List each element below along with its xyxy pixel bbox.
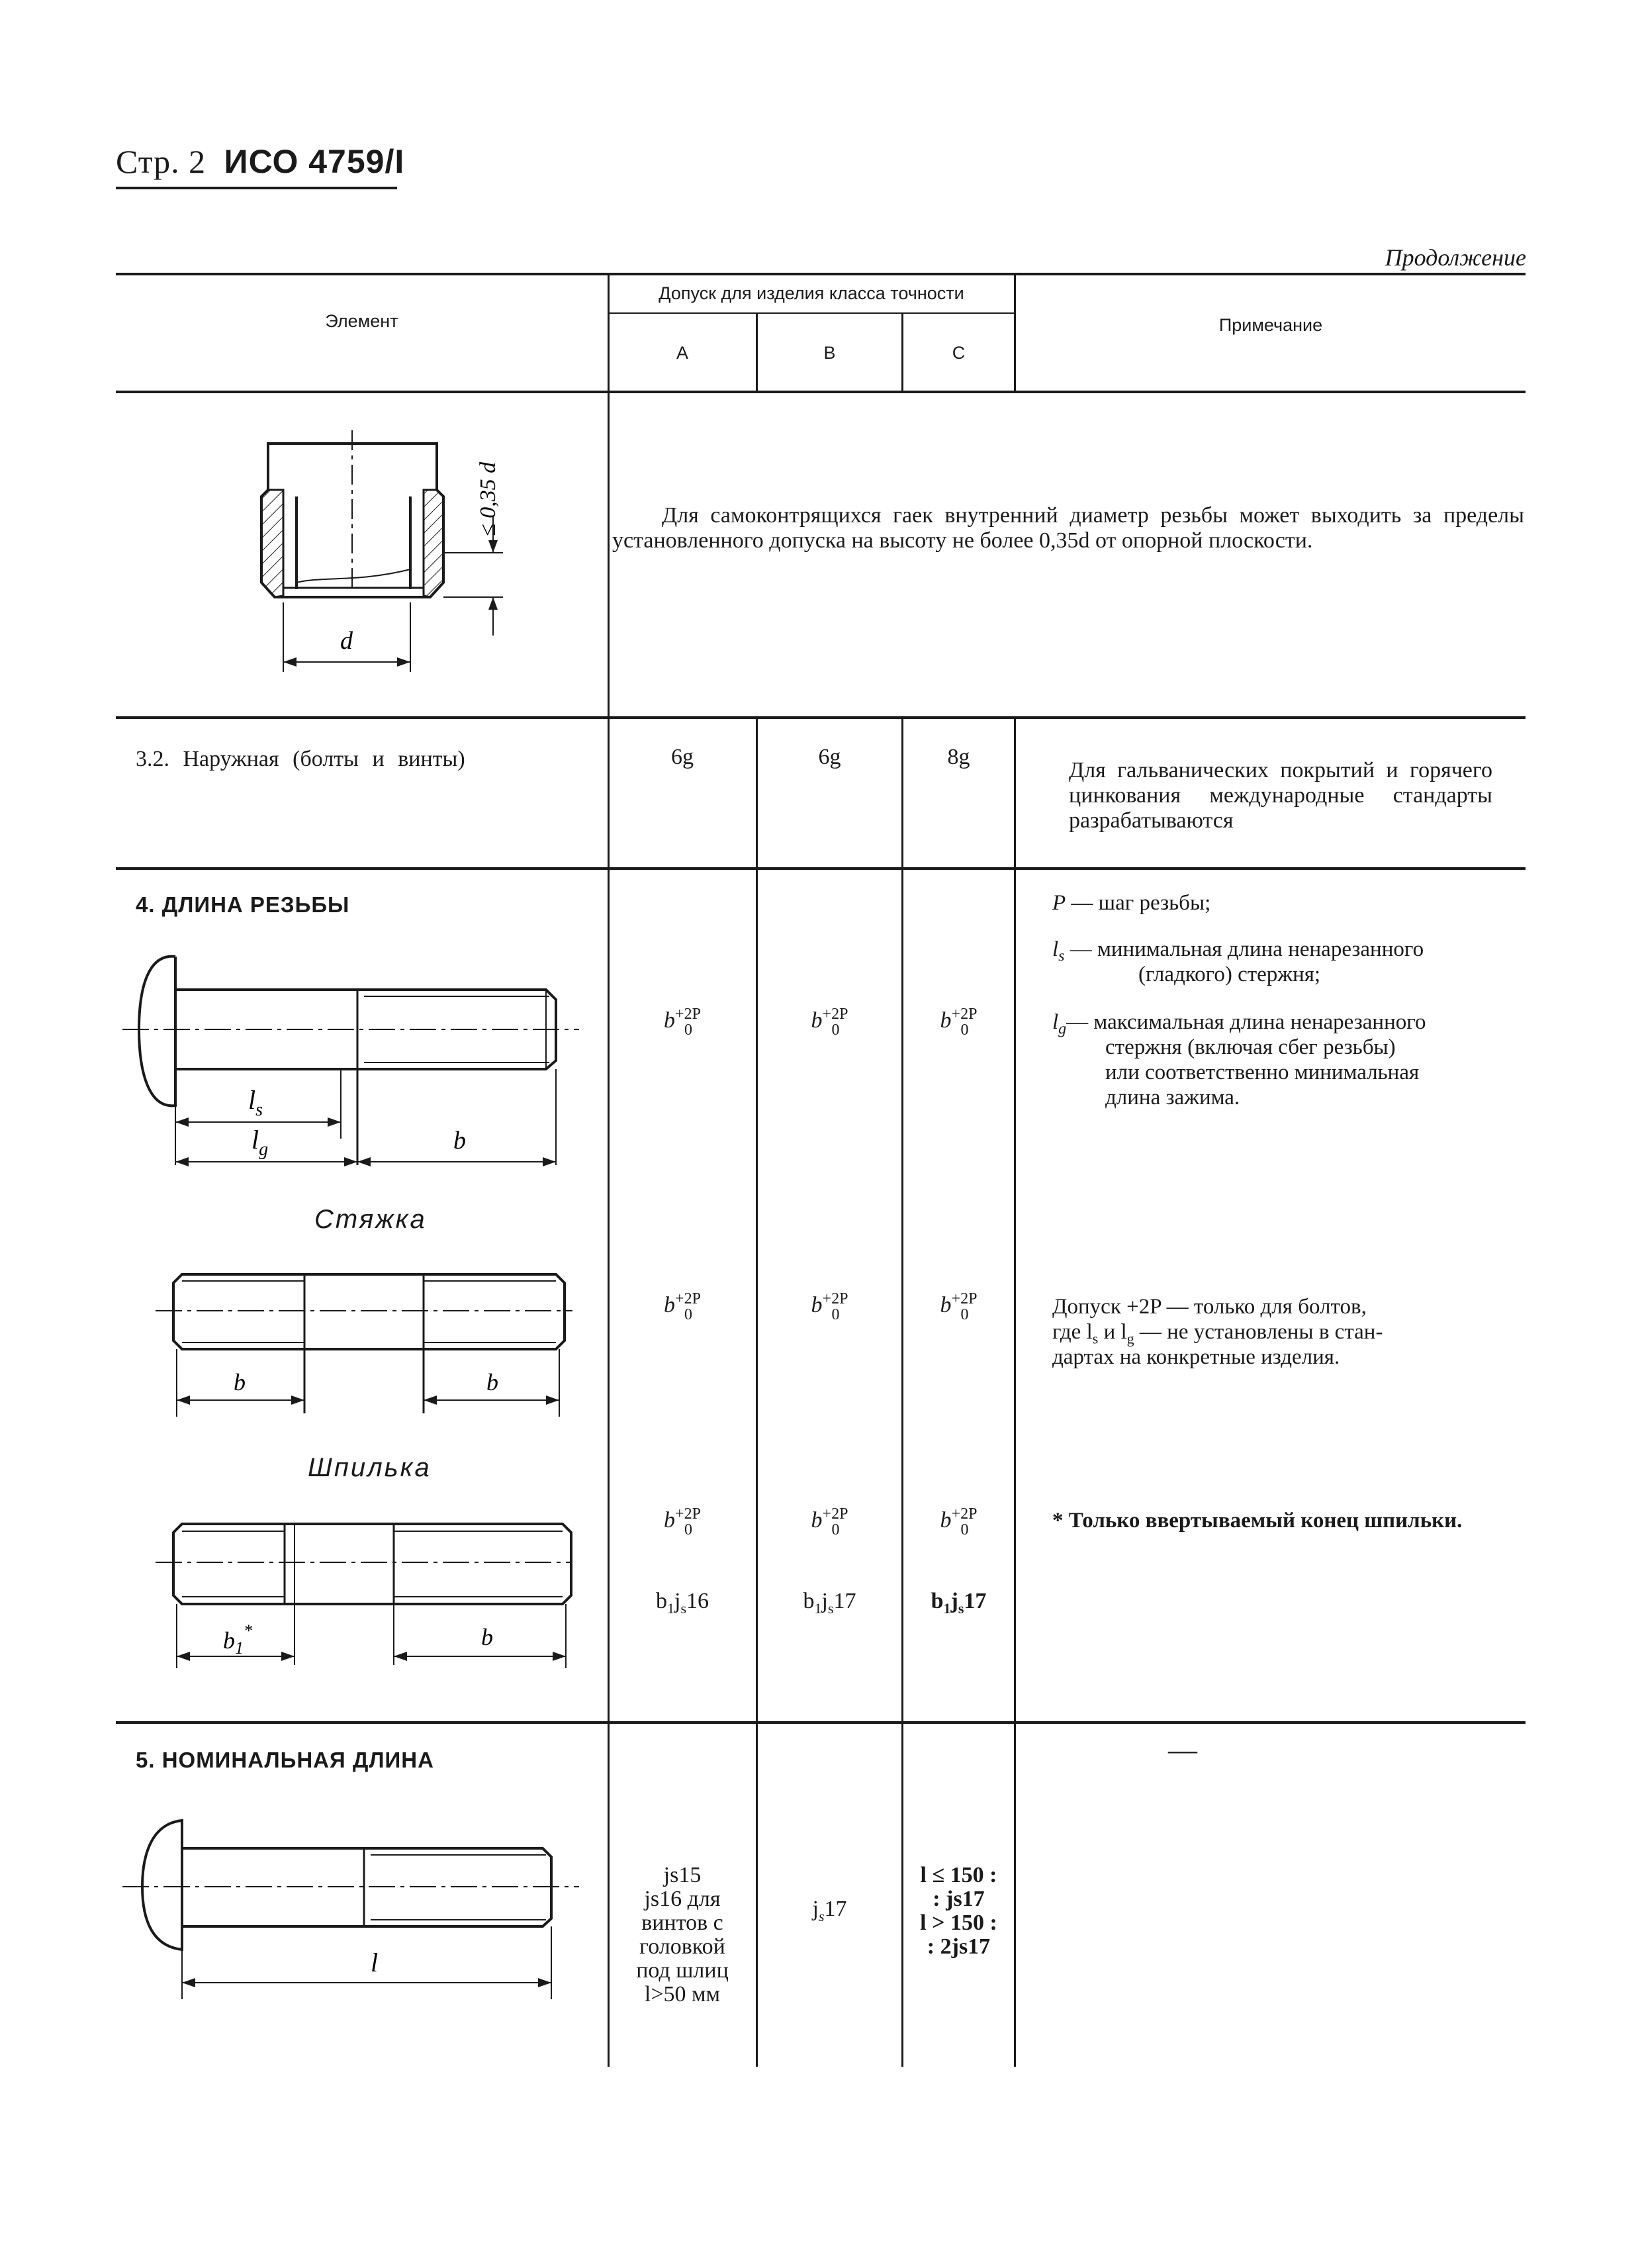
page-header (116, 142, 404, 181)
row-ext-bottom-rule (116, 867, 1526, 870)
stud-b1-sup: * (244, 1621, 252, 1640)
screw-drawing (122, 1807, 586, 2006)
caption-tie: Стяжка (314, 1205, 427, 1234)
external-b: 6g (818, 745, 841, 769)
header-underline (116, 187, 397, 189)
external-c: 8g (947, 745, 970, 769)
section5-a-line: головкой (639, 1934, 725, 1959)
page-label: Стр. 2 (116, 143, 206, 180)
col-divider-element (608, 273, 610, 2067)
tolerance-cell: b +2P 0 (811, 1006, 848, 1039)
section5-c-line: : js17 (933, 1887, 985, 1911)
svg-text:b1* (223, 1621, 252, 1658)
svg-text:lg (251, 1125, 268, 1160)
tolerance-cell: b +2P 0 (664, 1505, 701, 1538)
header-tolerance-group: Допуск для изделия класса точности (659, 283, 964, 303)
lg-label: l (251, 1125, 259, 1155)
section5-c (903, 1864, 1014, 1959)
stud-js-c: $b_1j_s17$ (931, 1589, 987, 1617)
tie-drawing (156, 1258, 579, 1423)
note-tol-3: дартах на конкретные изделия. (1052, 1345, 1340, 1369)
stud-b1-label: b (223, 1627, 235, 1654)
bolt-drawing (122, 947, 586, 1185)
note-tol-2: где $l_s$ и $l_g$ — не установлены в стан- (1052, 1320, 1383, 1347)
header-element: Элемент (325, 311, 398, 331)
tolerance-cell: b +2P 0 (811, 1290, 848, 1323)
tolerance-cell: b +2P 0 (940, 1006, 978, 1039)
section5-title: 5. НОМИНАЛЬНАЯ ДЛИНА (136, 1748, 434, 1772)
header-bottom-rule (116, 391, 1526, 393)
standard-number: ИСО 4759/I (224, 143, 405, 180)
section4-title: 4. ДЛИНА РЕЗЬБЫ (136, 892, 350, 917)
stud-b1-sub: 1 (235, 1638, 244, 1658)
stud-js-b: $b_1j_s17$ (803, 1589, 856, 1617)
note-lg: $l_g—$ максимальная длина ненарезанного (1052, 1010, 1426, 1038)
note-ls-cont: (гладкого) стержня; (1138, 963, 1321, 986)
section4-bottom-rule (116, 1721, 1526, 1724)
ls-subscript: s (255, 1100, 263, 1120)
note-lg-cont3: длина зажима. (1105, 1086, 1240, 1110)
lg-subscript: g (259, 1139, 269, 1160)
note-ls: $l_s$ — минимальная длина ненарезанного (1052, 937, 1424, 965)
note-tol-1: Допуск +2P — только для болтов, (1052, 1295, 1367, 1319)
tolerance-sub-rule (609, 312, 1014, 314)
section5-a-line: l>50 мм (644, 1982, 721, 2007)
section5-c-line: l ≤ 150 : (920, 1863, 997, 1887)
external-note: Для гальванических покрытий и горячего цинкования международные стандарты разрабатываются (1069, 758, 1492, 833)
col-divider-ab-body (756, 719, 758, 2067)
dim-d-label: d (340, 627, 353, 655)
col-divider-note-body (1014, 719, 1016, 2067)
tolerance-cell: b +2P 0 (811, 1505, 848, 1538)
tolerance-cell: b +2P 0 (940, 1505, 978, 1538)
header-class-a: A (676, 343, 688, 363)
tolerance-cell: b +2P 0 (940, 1290, 978, 1323)
section5-c-line: l > 150 : (920, 1911, 997, 1935)
row-nut-bottom-rule (116, 716, 1526, 719)
section5-c-line: : 2js17 (927, 1934, 991, 1959)
section5-a-line: js16 для (644, 1887, 721, 1911)
stud-b-label: b (481, 1624, 493, 1650)
tie-b1-label: b (234, 1369, 246, 1395)
stud-drawing (156, 1509, 579, 1681)
screw-l-label: l (371, 1948, 379, 1977)
nut-drawing (225, 417, 543, 688)
table-top-rule (116, 273, 1526, 275)
note-lg-cont2: или соответственно минимальная (1105, 1061, 1420, 1084)
external-a: 6g (671, 745, 694, 769)
external-label: 3.2. Наружная (болты и винты) (136, 747, 465, 771)
dim-035d-label: ≤ 0,35 d (476, 461, 500, 536)
stud-js-a: $b_1j_s16$ (655, 1589, 709, 1617)
note-p: P — шаг резьбы; (1052, 891, 1211, 915)
header-class-c: C (952, 343, 966, 363)
section5-note: — (1168, 1734, 1197, 1766)
note-lg-cont1: стержня (включая сбег резьбы) (1105, 1035, 1396, 1059)
tolerance-cell: b +2P 0 (664, 1006, 701, 1039)
section5-a-line: js15 (663, 1863, 702, 1887)
ls-label: l (248, 1085, 256, 1115)
header-class-b: B (823, 343, 836, 363)
tie-b2-label: b (486, 1369, 498, 1395)
svg-text:ls (248, 1085, 263, 1120)
continuation-label: Продолжение (1385, 244, 1526, 271)
tolerance-cell: b +2P 0 (664, 1290, 701, 1323)
header-note: Примечание (1218, 315, 1323, 335)
section5-b: $j_s17$ (812, 1897, 847, 1924)
bolt-b-label: b (453, 1127, 466, 1155)
section5-a-line: под шлиц (636, 1958, 729, 1983)
note-stud: * Только ввертываемый конец шпильки. (1052, 1509, 1463, 1533)
section5-a (609, 1864, 756, 2007)
nut-note: Для самоконтрящихся гаек внутренний диаметр резьбы может выходить за пределы установленного допуска на высоту не более 0,35d от опорной плоскости. (612, 503, 1524, 553)
caption-stud: Шпилька (308, 1453, 432, 1482)
section5-a-line: винтов с (641, 1911, 723, 1935)
